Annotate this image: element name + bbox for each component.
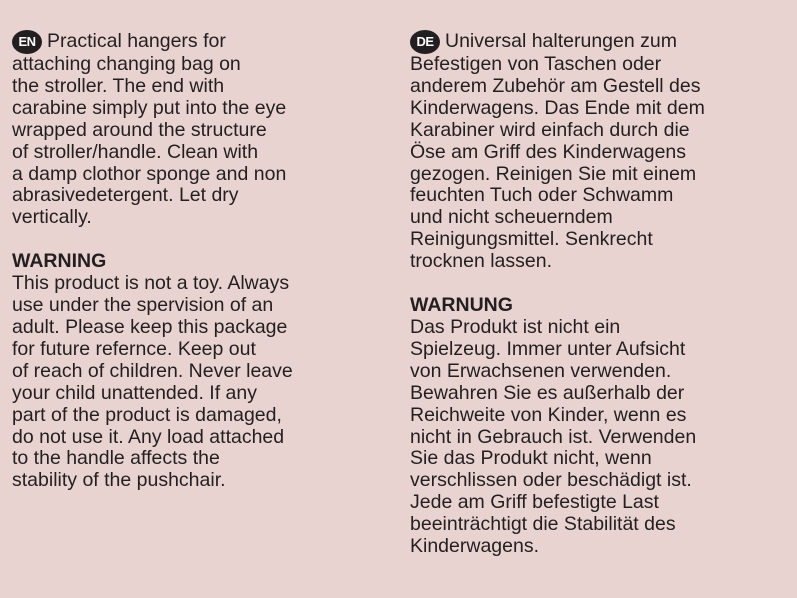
paragraph-gap [410,273,790,295]
german-warning-line: Bewahren Sie es außerhalb der [410,381,685,404]
german-warning-line: Reichweite von Kinder, wenn es [410,403,687,426]
english-warning-heading: WARNING [12,250,107,273]
german-intro-line: trocknen lassen. [410,250,552,273]
german-intro-line: feuchten Tuch oder Schwamm [410,184,674,207]
german-warning-text [410,317,790,558]
english-warning-text [12,273,392,492]
english-warning-line: to the handle affects the [12,447,220,470]
english-warning-line: stability of the pushchair. [12,469,226,492]
german-warning-line: Spielzeug. Immer unter Aufsicht [410,337,686,360]
german-warning-line: verschlissen oder beschädigt ist. [410,469,692,492]
english-intro-line: EN Practical hangers for [12,30,392,54]
english-intro-line: of stroller/handle. Clean with [12,140,259,163]
german-warning-line: Kinderwagens. [410,535,539,558]
german-intro-line: Öse am Griff des Kinderwagens [410,140,687,163]
german-warning-line: von Erwachsenen verwenden. [410,359,672,382]
german-warning-line: Jede am Griff befestigte Last [410,491,659,514]
german-intro-line: Karabiner wird einfach durch die [410,118,690,141]
german-warning-line: nicht in Gebrauch ist. Verwenden [410,425,697,448]
english-column [12,30,392,492]
english-warning-line: do not use it. Any load attached [12,425,285,448]
german-intro-line: anderem Zubehör am Gestell des [410,74,701,97]
english-intro-line: the stroller. The end with [12,74,225,97]
german-intro-line: und nicht scheuerndem [410,206,613,229]
english-intro-line: a damp clothor sponge and non [12,162,287,185]
german-warning-line: Sie das Produkt nicht, wenn [410,447,652,470]
german-intro-line: Reinigungsmittel. Senkrecht [410,228,653,251]
english-intro-line: wrapped around the structure [12,118,267,141]
de-language-badge: DE [410,30,440,54]
english-intro-line: abrasivedetergent. Let dry [12,184,239,207]
english-warning-line: your child unattended. If any [12,381,257,404]
english-intro [12,30,392,229]
paragraph-gap [12,229,392,251]
english-warning-line: part of the product is damaged, [12,403,282,426]
german-warning-line: beeinträchtigt die Stabilität des [410,513,676,536]
en-language-badge: EN [12,30,42,54]
german-intro-line: Befestigen von Taschen oder [410,53,662,75]
english-warning-line: adult. Please keep this package [12,315,288,338]
german-intro-line: Kinderwagens. Das Ende mit dem [410,96,705,119]
german-intro-line: gezogen. Reinigen Sie mit einem [410,162,697,185]
german-intro [410,30,790,273]
english-intro-line: vertically. [12,206,92,229]
english-warning-line: use under the spervision of an [12,294,274,317]
german-warning-line: Das Produkt ist nicht ein [410,315,621,338]
english-warning-line: of reach of children. Never leave [12,359,293,382]
english-warning-line: for future refernce. Keep out [12,337,256,360]
english-intro-line: attaching changing bag on [12,53,241,75]
german-intro-line: DE Universal halterungen zum [410,30,790,54]
english-warning-line: This product is not a toy. Always [12,272,290,295]
german-warning-heading: WARNUNG [410,294,513,317]
english-intro-line: carabine simply put into the eye [12,96,287,119]
german-column [410,30,790,558]
